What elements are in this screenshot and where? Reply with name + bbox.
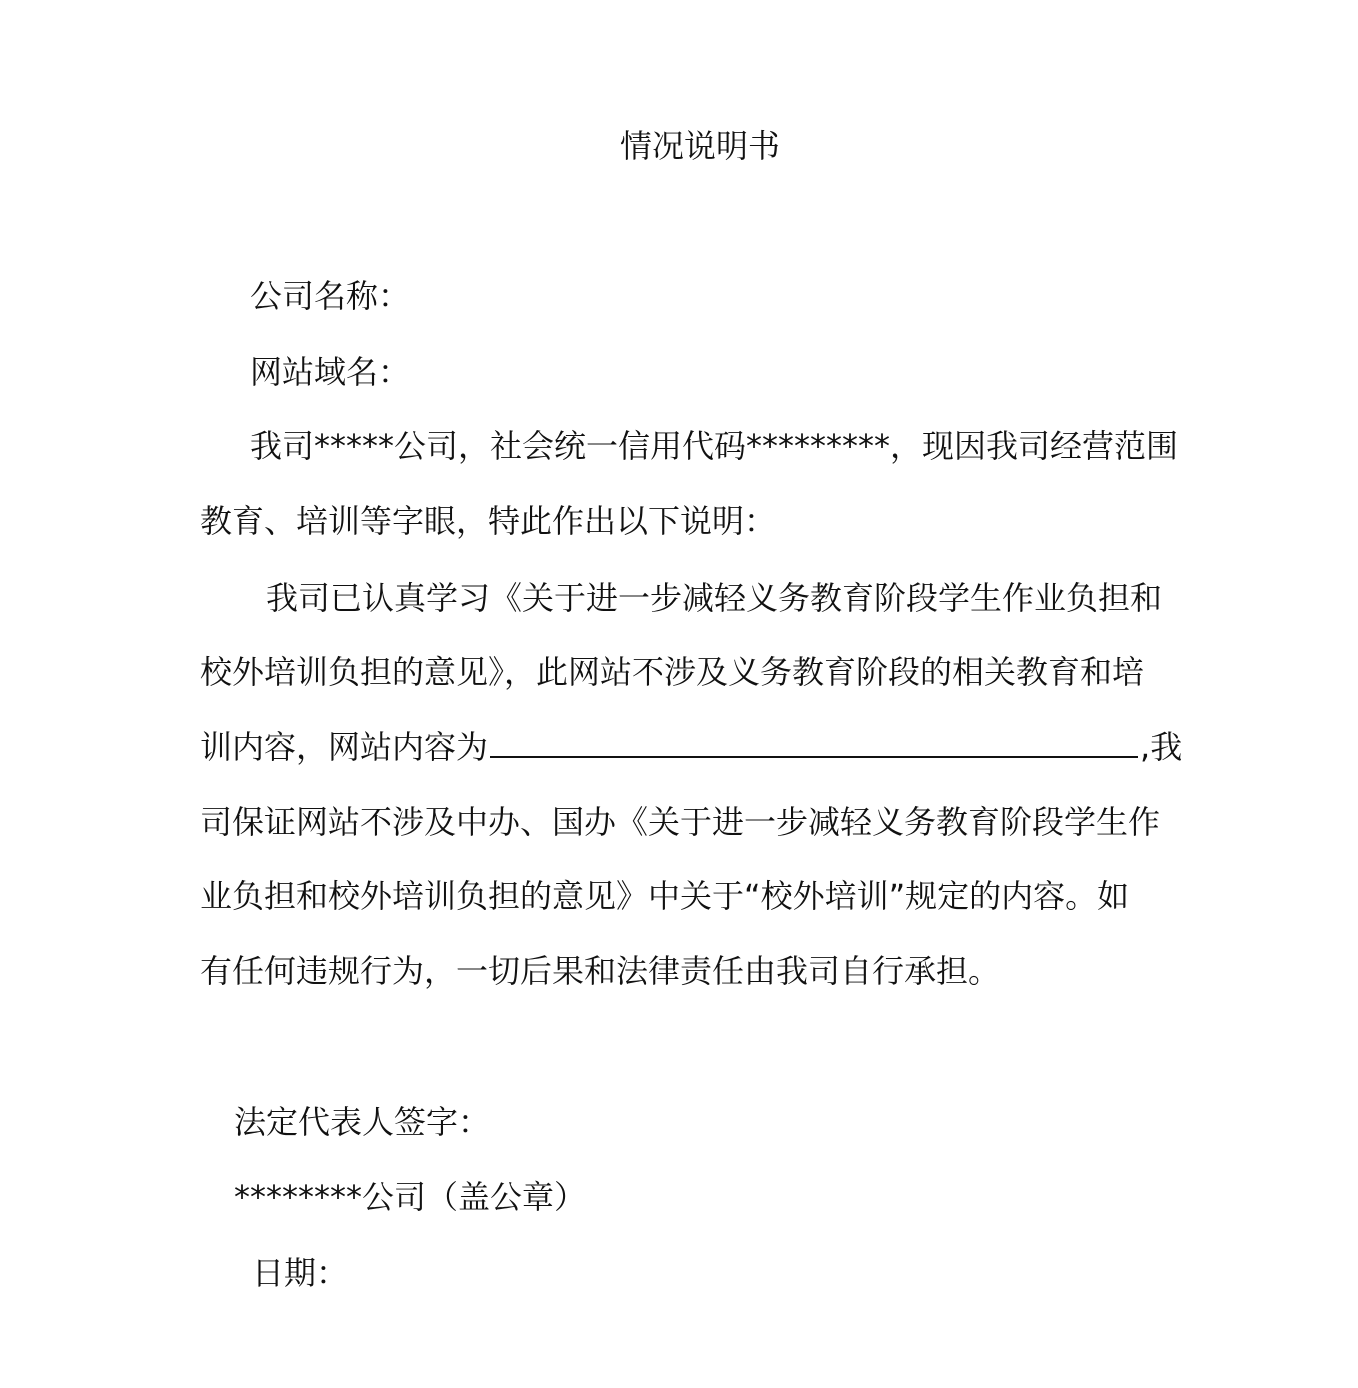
paragraph2-line1: 我司已认真学习《关于进一步减轻义务教育阶段学生作业负担和 xyxy=(266,579,1163,617)
paragraph1-line1: 我司*****公司，社会统一信用代码*********，现因我司经营范围 xyxy=(250,427,1179,465)
paragraph1-line2: 教育、培训等字眼，特此作出以下说明： xyxy=(200,502,777,540)
paragraph2-line3 xyxy=(200,723,1182,771)
content-blank-underline xyxy=(490,726,1138,758)
document-title: 情况说明书 xyxy=(619,127,780,165)
company-name-label: 公司名称： xyxy=(250,277,411,315)
paragraph2-line2: 校外培训负担的意见》，此网站不涉及义务教育阶段的相关教育和培 xyxy=(200,653,1145,691)
legal-rep-signature-label: 法定代表人签字： xyxy=(234,1103,491,1141)
paragraph2-line3-prefix: 训内容，网站内容为 xyxy=(200,728,489,766)
paragraph2-line6: 有任何违规行为，一切后果和法律责任由我司自行承担。 xyxy=(200,952,1001,990)
paragraph2-line3-suffix: ,我 xyxy=(1140,728,1183,766)
domain-label: 网站域名： xyxy=(250,353,411,391)
paragraph2-line4: 司保证网站不涉及中办、国办《关于进一步减轻义务教育阶段学生作 xyxy=(200,803,1161,841)
date-label: 日期： xyxy=(252,1254,349,1292)
paragraph2-line5: 业负担和校外培训负担的意见》中关于“校外培训”规定的内容。如 xyxy=(200,877,1130,915)
company-stamp-label: ********公司（盖公章） xyxy=(234,1178,587,1216)
